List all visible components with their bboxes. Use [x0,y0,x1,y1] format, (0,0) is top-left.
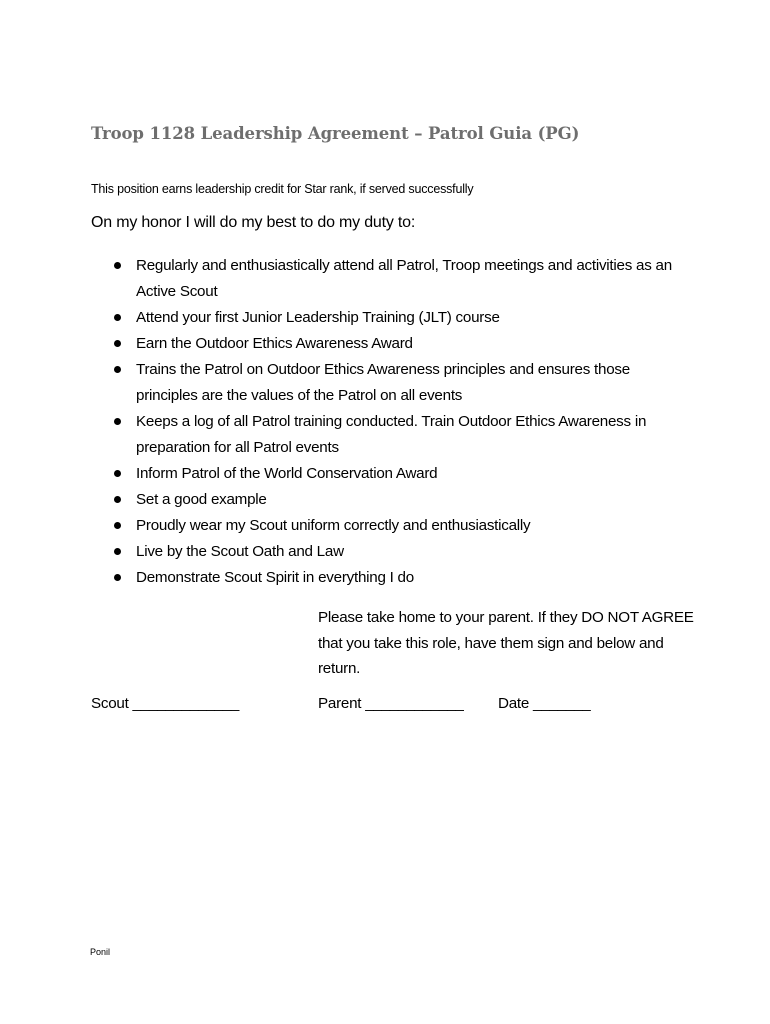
footer-label: Ponil [90,947,111,957]
list-item [113,305,693,331]
list-item [113,539,693,565]
duty-text: Inform Patrol of the World Conservation Award [136,465,438,482]
list-item [113,253,693,305]
bullet-icon [114,262,121,269]
duty-text: Attend your first Junior Leadership Training (JLT) course [136,309,500,326]
duty-text: Earn the Outdoor Ethics Awareness Award [136,335,413,352]
duty-text: Demonstrate Scout Spirit in everything I do [136,569,414,586]
list-item [113,357,693,409]
duty-text: Trains the Patrol on Outdoor Ethics Awareness principles and ensures those principles are the values of the Patrol on all events [136,361,630,404]
rank-credit-note: This position earns leadership credit for Star rank, if served successfully [91,182,474,196]
bullet-icon [114,574,121,581]
list-item [113,409,693,461]
duties-list [113,253,693,591]
bullet-icon [114,340,121,347]
list-item [113,331,693,357]
bullet-icon [114,470,121,477]
document-title: Troop 1128 Leadership Agreement – Patrol Guia (PG) [91,124,580,143]
duty-text: Live by the Scout Oath and Law [136,543,344,560]
parent-signature-field[interactable]: Parent ____________ [318,695,464,712]
list-item [113,487,693,513]
oath-intro: On my honor I will do my best to do my duty to: [91,214,416,231]
bullet-icon [114,418,121,425]
bullet-icon [114,548,121,555]
duty-text: Set a good example [136,491,267,508]
bullet-icon [114,522,121,529]
list-item [113,513,693,539]
bullet-icon [114,366,121,373]
list-item [113,565,693,591]
duty-text: Keeps a log of all Patrol training conducted. Train Outdoor Ethics Awareness in preparation for all Patrol events [136,413,647,456]
bullet-icon [114,314,121,321]
scout-signature-field[interactable]: Scout _____________ [91,695,240,712]
duty-text: Proudly wear my Scout uniform correctly and enthusiastically [136,517,531,534]
date-field[interactable]: Date _______ [498,695,591,712]
bullet-icon [114,496,121,503]
duty-text: Regularly and enthusiastically attend all Patrol, Troop meetings and activities as an Active Scout [136,257,672,300]
list-item [113,461,693,487]
parent-instructions: Please take home to your parent. If they DO NOT AGREE that you take this role, have them sign and below and return. [318,609,694,677]
